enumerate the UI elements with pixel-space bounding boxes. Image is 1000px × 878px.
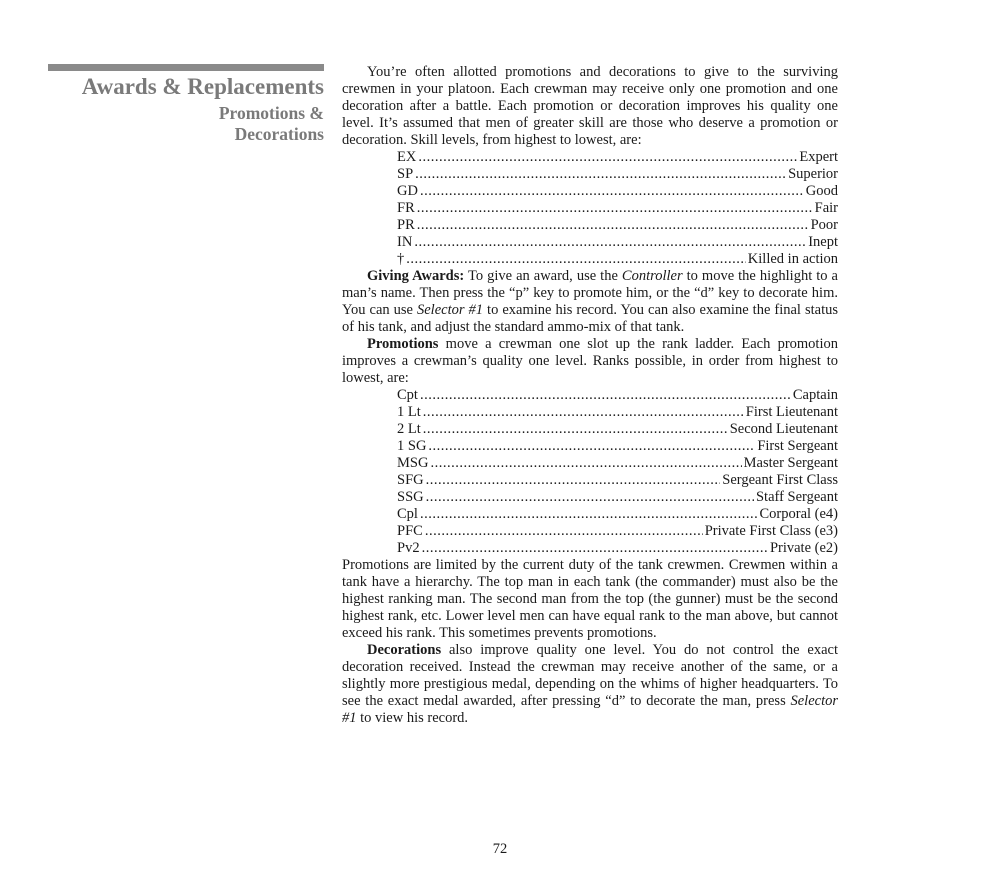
rank-label: Staff Sergeant <box>755 489 838 505</box>
skill-label: Killed in action <box>747 251 838 267</box>
skill-label: Inept <box>808 234 838 250</box>
skill-level-row <box>397 200 838 217</box>
skill-level-row <box>397 149 838 166</box>
intro-paragraph: You’re often allotted promotions and decorations to give to the surviving crewmen in your platoon. Each crewman may receive only one promotion and one decoration after a battle. Each promotion or decoration improves his quality one level. It’s assumed that men of greater skill are those who deserve a promotion or decoration. Skill levels, from highest to lowest, are: <box>342 64 838 148</box>
rank-list <box>397 387 838 557</box>
skill-label: Superior <box>788 166 838 182</box>
rank-code: 1 Lt <box>397 404 421 420</box>
rank-row <box>397 404 838 421</box>
skill-level-row <box>397 166 838 183</box>
rank-label: Captain <box>792 387 838 403</box>
rank-label: First Sergeant <box>757 438 838 454</box>
rank-label: Second Lieutenant <box>729 421 838 437</box>
skill-level-row <box>397 251 838 268</box>
skill-code: FR <box>397 200 415 216</box>
skill-code: EX <box>397 149 417 165</box>
rank-code: 1 SG <box>397 438 427 454</box>
promotions-paragraph: Promotions move a crewman one slot up the rank ladder. Each promotion improves a crewman’s quality one level. Ranks possible, in order from highest to lowest, are: <box>342 336 838 386</box>
skill-code: IN <box>397 234 413 250</box>
rank-label: Sergeant First Class <box>722 472 838 488</box>
rank-code: SSG <box>397 489 424 505</box>
promotions-heading: Promotions <box>367 336 439 352</box>
rank-row <box>397 523 838 540</box>
skill-level-row <box>397 217 838 234</box>
rank-row <box>397 540 838 557</box>
rank-label: Private First Class (e3) <box>704 523 838 539</box>
subtitle-line-1: Promotions & <box>218 103 324 123</box>
controller-term: Controller <box>621 268 683 284</box>
subtitle-line-2: Decorations <box>234 124 324 144</box>
giving-awards-heading: Giving Awards: <box>367 268 465 284</box>
selector-term: Selector #1 <box>342 693 838 726</box>
rank-label: Private (e2) <box>769 540 838 556</box>
decorations-heading: Decorations <box>367 642 442 658</box>
skill-code: † <box>397 251 405 267</box>
rank-label: Corporal (e4) <box>759 506 838 522</box>
skill-label: Fair <box>814 200 838 216</box>
rank-row <box>397 472 838 489</box>
rank-label: Master Sergeant <box>743 455 838 471</box>
promotion-limits-paragraph: Promotions are limited by the current duty of the tank crewmen. Crewmen within a tank have a hierarchy. The top man in each tank (the commander) must also be the highest ranking man. The second man from the top (the gunner) must be the second highest rank, etc. Lower level men can have equal rank to the man above, but cannot exceed his rank. This sometimes prevents promotions. <box>342 557 838 641</box>
section-subtitle <box>48 103 324 145</box>
skill-label: Good <box>805 183 838 199</box>
selector-term: Selector #1 <box>417 302 484 318</box>
rank-label: First Lieutenant <box>745 404 838 420</box>
section-title: Awards & Replacements <box>81 74 324 99</box>
rank-row <box>397 438 838 455</box>
rank-row <box>397 455 838 472</box>
skill-label: Expert <box>799 149 838 165</box>
rank-code: SFG <box>397 472 424 488</box>
rank-code: 2 Lt <box>397 421 421 437</box>
rank-row <box>397 421 838 438</box>
skill-code: PR <box>397 217 415 233</box>
rank-code: PFC <box>397 523 423 539</box>
skill-level-list <box>397 149 838 268</box>
rank-code: MSG <box>397 455 429 471</box>
skill-level-row <box>397 183 838 200</box>
rank-row <box>397 387 838 404</box>
decorations-paragraph: Decorations also improve quality one level. You do not control the exact decoration received. Instead the crewman may receive another of the same, or a slightly more prestigious medal, depending on the whims of higher headquarters. To see the exact medal awarded, after pressing “d” to decorate the man, press Selector #1 to view his record. <box>342 642 838 726</box>
rank-row <box>397 506 838 523</box>
rank-code: Cpl <box>397 506 418 522</box>
skill-code: GD <box>397 183 418 199</box>
section-rule <box>48 64 324 71</box>
rank-row <box>397 489 838 506</box>
rank-code: Cpt <box>397 387 418 403</box>
body-text <box>342 64 838 727</box>
skill-label: Poor <box>810 217 838 233</box>
giving-awards-paragraph: Giving Awards: To give an award, use the Controller to move the highlight to a man’s name. Then press the “p” key to promote him, or the “d” key to decorate him. You can use Selector #1 to examine his record. You can also examine the final status of his tank, and adjust the standard ammo-mix of that tank. <box>342 268 838 335</box>
page-number: 72 <box>492 841 508 857</box>
skill-level-row <box>397 234 838 251</box>
skill-code: SP <box>397 166 414 182</box>
rank-code: Pv2 <box>397 540 420 556</box>
